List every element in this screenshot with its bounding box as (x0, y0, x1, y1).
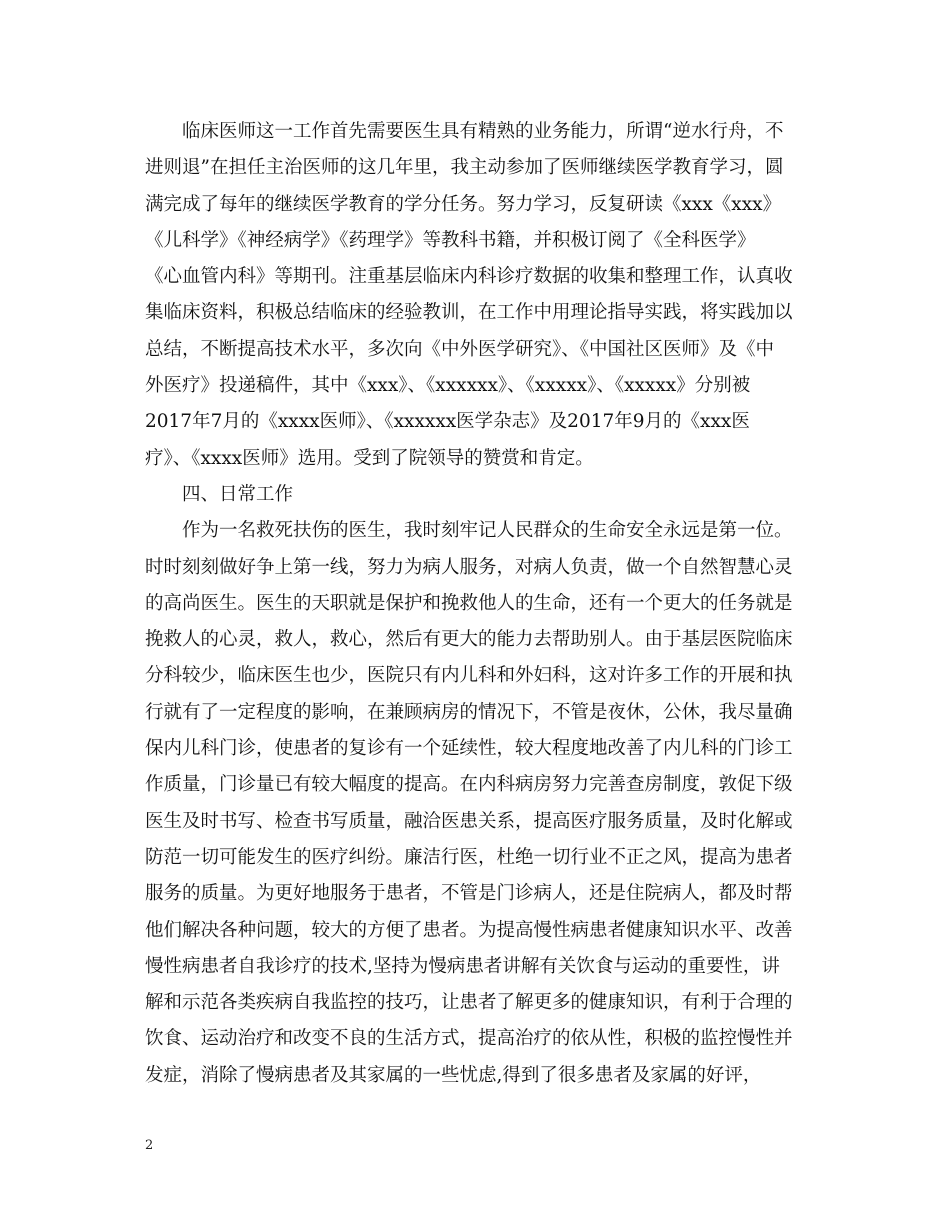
body-text (145, 114, 805, 1094)
text-line: 防范一切可能发生的医疗纠纷。廉洁行医，杜绝一切行业不正之风，提高为患者 (145, 846, 793, 868)
text-line: 进则退”在担任主治医师的这几年里，我主动参加了医师继续医学教育学习，圆 (145, 157, 784, 179)
text-line: 外医疗》投递稿件，其中《xxx》、《xxxxxx》、《xxxxx》、《xxxxx》分别被 (145, 375, 751, 397)
text-line: 行就有了一定程度的影响，在兼顾病房的情况下，不管是夜休，公休，我尽量确 (145, 701, 793, 723)
text-line: 他们解决各种问题，较大的方便了患者。为提高慢性病患者健康知识水平、改善 (145, 919, 793, 941)
text-line: 满完成了每年的继续医学教育的学分任务。努力学习，反复研读《xxx《xxx》 (145, 193, 782, 215)
page-number: 2 (145, 1138, 154, 1153)
text-line: 慢性病患者自我诊疗的技术,坚持为慢病患者讲解有关饮食与运动的重要性，讲 (145, 955, 780, 977)
text-line: 医生及时书写、检查书写质量，融洽医患关系，提高医疗服务质量，及时化解或 (145, 810, 793, 832)
text-line: 作质量，门诊量已有较大幅度的提高。在内科病房努力完善查房制度，敦促下级 (145, 774, 793, 796)
text-line: 《心血管内科》等期刊。注重基层临床内科诊疗数据的收集和整理工作，认真收 (145, 266, 793, 288)
text-line: 解和示范各类疾病自我监控的技巧，让患者了解更多的健康知识，有利于合理的 (145, 992, 793, 1014)
text-line: 总结，不断提高技术水平，多次向《中外医学研究》、《中国社区医师》及《中 (145, 338, 775, 360)
text-line: 临床医师这一工作首先需要医生具有精熟的业务能力，所谓“逆水行舟，不 (182, 121, 784, 142)
text-line: 分科较少，临床医生也少，医院只有内儿科和外妇科，这对许多工作的开展和执 (145, 665, 793, 687)
text-line: 饮食、运动治疗和改变不良的生活方式，提高治疗的依从性，积极的监控慢性并 (145, 1028, 793, 1050)
text-line: 保内儿科门诊，使患者的复诊有一个延续性，较大程度地改善了内儿科的门诊工 (145, 738, 793, 760)
text-line: 2017年7月的《xxxx医师》、《xxxxxx医学杂志》及2017年9月的《xxx医 (145, 411, 750, 433)
text-line: 疗》、《xxxx医师》选用。受到了院领导的赞赏和肯定。 (145, 447, 594, 469)
section-heading: 四、日常工作 (182, 483, 294, 505)
text-line: 《儿科学》《神经病学》《药理学》等教科书籍，并积极订阅了《全科医学》 (145, 229, 756, 251)
text-line: 集临床资料，积极总结临床的经验教训，在工作中用理论指导实践，将实践加以 (145, 302, 793, 324)
text-line: 服务的质量。为更好地服务于患者，不管是门诊病人，还是住院病人，都及时帮 (145, 883, 793, 905)
text-line: 的高尚医生。医生的天职就是保护和挽救他人的生命，还有一个更大的任务就是 (145, 592, 793, 614)
paragraph-daily-work (145, 513, 805, 1094)
text-line: 发症，消除了慢病患者及其家属的一些忧虑,得到了很多患者及家属的好评， (145, 1064, 762, 1086)
text-line: 挽救人的心灵，救人，救心，然后有更大的能力去帮助别人。由于基层医院临床 (145, 629, 793, 651)
paragraph-continuing-education (145, 114, 805, 477)
text-line: 时时刻刻做好争上第一线，努力为病人服务，对病人负责，做一个自然智慧心灵 (145, 556, 793, 578)
text-line: 作为一名救死扶伤的医生，我时刻牢记人民群众的生命安全永远是第一位。 (182, 520, 793, 542)
